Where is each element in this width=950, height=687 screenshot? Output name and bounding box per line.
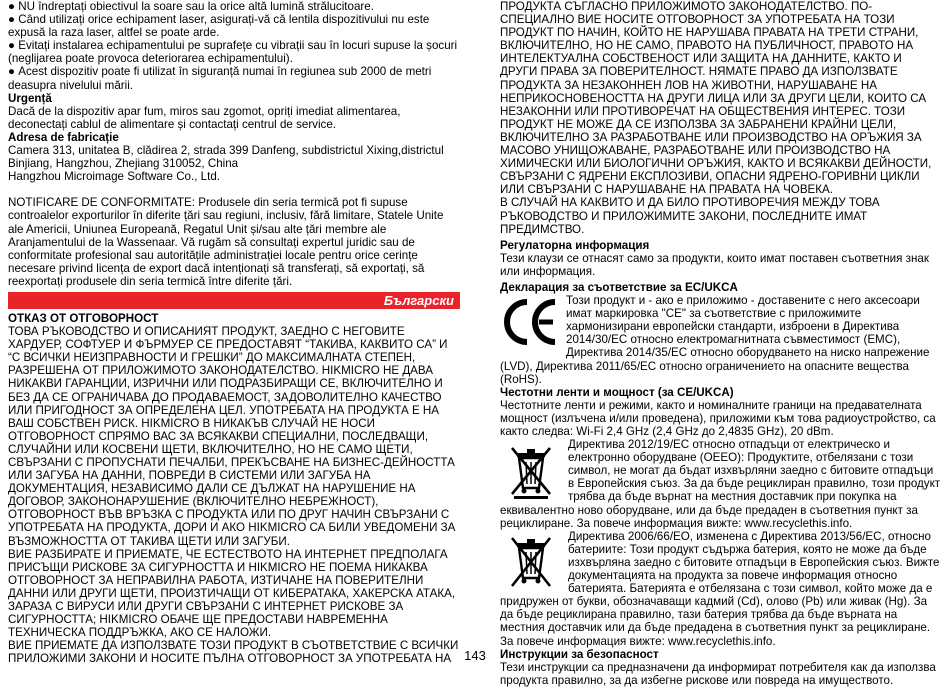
ro-bullet: ● Evitați instalarea echipamentului pe suprafețe cu vibrații sau în locuri supuse la șocuri (neglijarea poate provoca deteriorarea echipamentului). bbox=[8, 39, 460, 65]
eu-declaration-block bbox=[500, 294, 942, 386]
regulatory-text: Тези клаузи се отнасят само за продукти, които имат поставен съответния знак или информация. bbox=[500, 251, 929, 278]
urgenta-title: Urgență bbox=[8, 91, 52, 105]
disclaimer-title: ОТКАЗ ОТ ОТГОВОРНОСТ bbox=[8, 311, 159, 325]
urgenta-text: Dacă de la dispozitiv apar fum, miros sau zgomot, opriți imediat alimentarea, deconectați cablul de alimentare și contactați centrul de service. bbox=[8, 104, 401, 131]
frequency-title: Честотни ленти и мощност (за CE/UKCA) bbox=[500, 385, 734, 399]
language-label: Български bbox=[383, 292, 454, 308]
page-number: 143 bbox=[464, 648, 486, 663]
weee-block bbox=[500, 438, 942, 530]
regulatory-title: Регулаторна информация bbox=[500, 238, 650, 252]
adresa-company: Hangzhou Microimage Software Co., Ltd. bbox=[8, 170, 221, 184]
battery-block bbox=[500, 530, 942, 648]
disclaimer-continued: ПРОДУКТА СЪГЛАСНО ПРИЛОЖИМОТО ЗАКОНОДАТЕЛСТВО. ПО-СПЕЦИАЛНО ВИЕ НОСИТЕ ОТГОВОРНОСТ ЗА УПОТРЕБАТА НА ТОЗИ ПРОДУКТ ПО НАЧИН, КОЙТО НЕ НАРУШАВА ПРАВАТА НА ТРЕТИ СТРАНИ, ВКЛЮЧИТЕЛНО, НО НЕ САМО, ПРАВОТО НА ПУБЛИЧНОСТ, ПРАВОТО НА ИНТЕЛЕКТУАЛНА СОБСТВЕНОСТ ИЛИ ЗАЩИТА НА ДАННИТЕ, КАКТО И ДРУГИ ПРАВА ЗА ПОВЕРИТЕЛНОСТ. НЯМАТЕ ПРАВО ДА ИЗПОЛЗВАТЕ ПРОДУКТА ЗА НЕЗАКОННЕН ЛОВ НА ЖИВОТНИ, НАРУШАВАНЕ НА НЕПРИКОСНОВЕНОСТТА НА ДРУГИ ЛИЦА ИЛИ ЗА ДРУГИ ЦЕЛИ, КОИТО СА НЕЗАКОННИ ИЛИ ПРОТИВОРЕЧАТ НА ОБЩЕСТВЕНИЯ ИНТЕРЕС. ТОЗИ ПРОДУКТ НЕ МОЖЕ ДА СЕ ИЗПОЛЗВА ЗА ЗАБРАНЕНИ КРАЙНИ ЦЕЛИ, ВКЛЮЧИТЕЛНО ЗА РАЗРАБОТВАНЕ ИЛИ ПРОИЗВОДСТВО НА ОРЪЖИЯ ЗА МАСОВО УНИЩОЖАВАНЕ, РАЗРАБОТВАНЕ ИЛИ ПРОИЗВОДСТВО НА ХИМИЧЕСКИ ИЛИ БИОЛОГИЧНИ ОРЪЖИЯ, КАКТО И ВСЯКАКВИ ДЕЙНОСТИ, СВЪРЗАНИ С ЯДРЕНИ ЕКСПЛОЗИВИ, ОПАСНИ ЯДРЕНО-ГОРИВНИ ЦИКЛИ ИЛИ СВЪРЗАНИ С НАРУШАВАНЕ НА ПРАВАТА НА ЧОВЕКА. bbox=[500, 0, 932, 197]
disclaimer-paragraph: ТОВА РЪКОВОДСТВО И ОПИСАНИЯТ ПРОДУКТ, ЗАЕДНО С НЕГОВИТЕ ХАРДУЕР, СОФТУЕР И ФЪРМУЕР СЕ ПРЕДОСТАВЯТ “ТАКИВА, КАКВИТО СА” И “С ВСИЧКИ НЕИЗПРАВНОСТИ И ГРЕШКИ” ДО МАКСИМАЛНАТА СТЕПЕН, РАЗРЕШЕНА ОТ ПРИЛОЖИМОТО ЗАКОНОДАТЕЛСТВО. HIKMICRO НЕ ДАВА НИКАКВИ ГАРАНЦИИ, ИЗРИЧНИ ИЛИ ПОДРАЗБИРАЩИ СЕ, ВКЛЮЧИТЕЛНО И БЕЗ ДА СЕ ОГРАНИЧАВА ДО ПРОДАВАЕМОСТ, ЗАДОВОЛИТЕЛНО КАЧЕСТВО ИЛИ ПРИГОДНОСТ ЗА ОПРЕДЕЛЕНА ЦЕЛ. УПОТРЕБАТА НА ПРОДУКТА Е НА ВАШ СОБСТВЕН РИСК. HIKMICRO В НИКАКЪВ СЛУЧАЙ НЕ НОСИ ОТГОВОРНОСТ СПРЯМО ВАС ЗА ВСЯКАКВИ СПЕЦИАЛНИ, ПОСЛЕДВАЩИ, СЛУЧАЙНИ ИЛИ КОСВЕНИ ЩЕТИ, ВКЛЮЧИТЕЛНО, НО НЕ САМО ЩЕТИ, СВЪРЗАНИ С ПРОПУСНАТИ ПЕЧАЛБИ, ПРЕКЪСВАНЕ НА БИЗНЕС-ДЕЙНОСТТА ИЛИ ЗАГУБА НА ДАННИ, ПОВРЕДИ В СИСТЕМИ ИЛИ ЗАГУБА НА ДОКУМЕНТАЦИЯ, НЕЗАВИСИМО ДАЛИ СЕ ДЪЛЖАТ НА НАРУШЕНИЕ НА ДОГОВОР, ЗАКОНОНАРУШЕНИЕ (ВКЛЮЧИТЕЛНО НЕБРЕЖНОСТ), ОТГОВОРНОСТ ВЪВ ВРЪЗКА С ПРОДУКТА ИЛИ ПО ДРУГ НАЧИН СВЪРЗАНИ С УПОТРЕБАТА НА ПРОДУКТА, ДОРИ И АКО HIKMICRO СА БИЛИ УВЕДОМЕНИ ЗА ВЪЗМОЖНОСТТА ОТ ТАКИВА ЩЕТИ ИЛИ ЗАГУБИ. bbox=[8, 325, 456, 548]
left-column bbox=[8, 0, 460, 666]
right-column bbox=[500, 0, 942, 687]
ce-mark-icon bbox=[500, 296, 560, 348]
eu-declaration-title: Декларация за съответствие за ЕС/UKCA bbox=[500, 280, 738, 294]
precedence-paragraph: В СЛУЧАЙ НА КАКВИТО И ДА БИЛО ПРОТИВОРЕЧИЯ МЕЖДУ ТОВА РЪКОВОДСТВО И ПРИЛОЖИМИТЕ ЗАКОНИ, ПОСЛЕДНИТЕ ИМАТ ПРЕДИМСТВО. bbox=[500, 196, 880, 236]
language-bar bbox=[8, 292, 460, 309]
weee-text: Директива 2012/19/EC относно отпадъци от електрическо и електронно оборудване (ОЕЕО): Продуктите, отбелязани с този символ, не могат да бъдат изхвърляни заедно с битовите отпадъци в Европейския съюз. За да бъде рециклиран правилно, този продукт трябва да бъде върнат на местния доставчик при покупка на еквивалентно ново оборудване, или да бъде предаден в съответния пункт за рециклиране. За повече информация вижте: www.recyclethis.info. bbox=[500, 438, 941, 530]
frequency-text: Честотните ленти и режими, както и номиналните граници на предавателната мощност (излъчена и/или проведена), приложими към това радиоустройство, са както следва: Wi-Fi 2,4 GHz (2,4 GHz до 2,4835 GHz), 20 dBm. bbox=[500, 398, 936, 438]
ro-bullet: ● Acest dispozitiv poate fi utilizat în siguranță numai în regiunea sub 2000 de metri deasupra nivelului mării. bbox=[8, 65, 460, 91]
ro-bullet: ● Când utilizați orice echipament laser, asigurați-vă că lentila dispozitivului nu este expusă la raza laser, altfel se poate arde. bbox=[8, 13, 460, 39]
safety-text: Тези инструкции са предназначени да информират потребителя как да използва продукта правилно, за да избегне рискове или повреда на имуществото. bbox=[500, 660, 936, 687]
crossed-bin-icon bbox=[500, 440, 562, 500]
ro-bullet: ● NU îndreptați obiectivul la soare sau la orice altă lumină strălucitoare. bbox=[8, 0, 460, 13]
compliance-notice: NOTIFICARE DE CONFORMITATE: Produsele din seria termică pot fi supuse controalelor exporturilor în diferite țări sau regiuni, inclusiv, fără limitare, Statele Unite ale Americii, Uniunea Europeană, Regatul Unit și/sau alte țări membre ale Aranjamentului de la Wassenaar. Vă rugăm să consultați expertul juridic sau de conformitate profesional sau autoritățile administrației locale pentru orice cerințe necesare privind licența de export dacă intenționați să transferați, să exportați, să reexportați produsele din seria termică între diferite țări. bbox=[8, 196, 444, 288]
crossed-bin-battery-icon bbox=[500, 532, 562, 592]
adresa-text: Camera 313, unitatea B, clădirea 2, strada 399 Danfeng, subdistrictul Xixing,districtul Binjiang, Hangzhou, Zhejiang 310052, China bbox=[8, 144, 444, 171]
eu-declaration-text: Този продукт и - ако е приложимо - доставените с него аксесоари имат маркировка "CE" за съответствие с приложимите хармонизирани европейски стандарти, изброени в Директива 2014/30/EC относно електромагнитната съвместимост (EMC), Директива 2014/35/EC относно оборудването на ниско напрежение (LVD), Директива 2011/65/EC относно ограничението на опасните вещества (RoHS). bbox=[500, 294, 930, 386]
safety-title: Инструкции за безопасност bbox=[500, 647, 659, 661]
disclaimer-paragraph: ВИЕ ПРИЕМАТЕ ДА ИЗПОЛЗВАТЕ ТОЗИ ПРОДУКТ В СЪОТВЕТСТВИЕ С ВСИЧКИ ПРИЛОЖИМИ ЗАКОНИ И НОСИТЕ ПЪЛНА ОТГОВОРНОСТ ЗА УПОТРЕБАТА НА bbox=[8, 639, 459, 666]
disclaimer-paragraph: ВИЕ РАЗБИРАТЕ И ПРИЕМАТЕ, ЧЕ ЕСТЕСТВОТО НА ИНТЕРНЕТ ПРЕДПОЛАГА ПРИСЪЩИ РИСКОВЕ ЗА СИГУРНОСТТА И HIKMICRO НЕ ПОЕМА НИКАКВА ОТГОВОРНОСТ ЗА НЕПРАВИЛНА РАБОТА, ИЗТИЧАНЕ НА ПОВЕРИТЕЛНИ ДАННИ ИЛИ ДРУГИ ЩЕТИ, ПРОИЗТИЧАЩИ ОТ КИБЕРАТАКА, ХАКЕРСКА АТАКА, ЗАРАЗА С ВИРУСИ ИЛИ ДРУГИ СВЪРЗАНИ С ИНТЕРНЕТ РИСКОВЕ ЗА СИГУРНОСТТА; HIKMICRO ОБАЧЕ ЩЕ ПРЕДОСТАВИ НАВРЕМЕННА ТЕХНИЧЕСКА ПОДДРЪЖКА, АКО СЕ НАЛОЖИ. bbox=[8, 547, 456, 640]
battery-text: Директива 2006/66/EO, изменена с Директива 2013/56/EC, относно батериите: Този продукт съдържа батерия, която не може да бъде изхвърляна заедно с битовите отпадъци в Европейския съюз. Вижте документацията на продукта за повече информация относно батерията. Батерията е отбелязана с този символ, който може да е придружен от букви, обозначаващи кадмий (Cd), олово (Pb) или живак (Hg). За да бъде рециклирана правилно, тази батерия трябва да бъде върната на местния доставчик или да бъде предадена в съответния пункт за рециклиране. За повече информация вижте: www.recyclethis.info. bbox=[500, 529, 940, 648]
adresa-title: Adresa de fabricație bbox=[8, 130, 119, 144]
